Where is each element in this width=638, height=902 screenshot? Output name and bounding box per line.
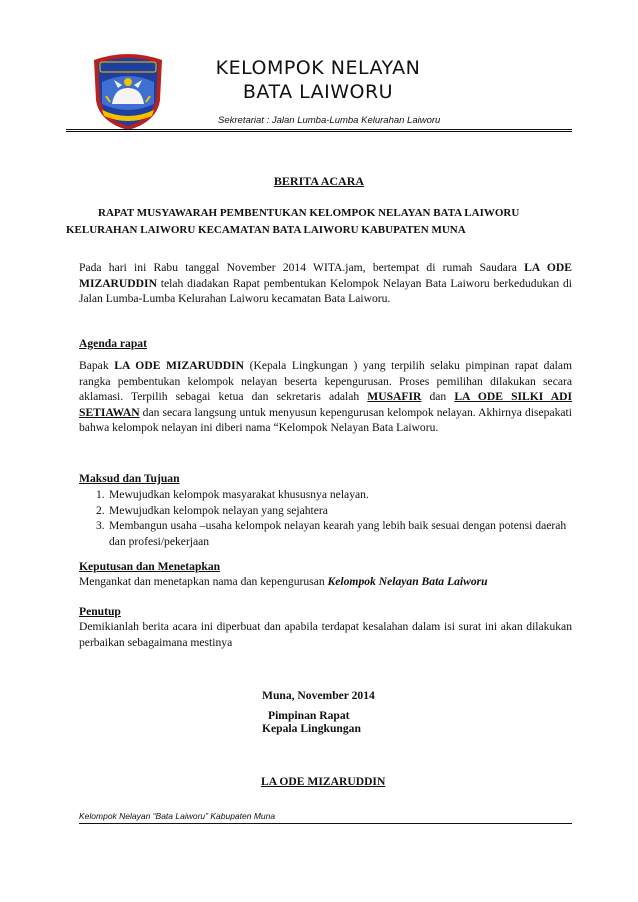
decision-paragraph: [79, 574, 572, 590]
agenda-text-part3: dan: [421, 390, 455, 403]
meeting-title: [66, 205, 572, 239]
list-item: [79, 518, 572, 549]
opening-text-part1: Pada hari ini Rabu tanggal November 2014 WITA.jam, bertempat di rumah Saudara: [79, 261, 525, 274]
agenda-text-part4: dan secara langsung untuk menyusun kepengurusan kelompok nelayan. Akhirnya disepakati bahwa kelompok nelayan ini diberi nama “Kelompok Nelayan Bata Laiworu.: [79, 405, 572, 434]
agenda-text-part2: (Kepala Lingkungan ) yang terpilih selaku pimpinan rapat dalam rangka pembentukan kelompok nelayan beserta kepengurusan. Proses pemilihan dilakukan secara aklamasi. Terpilih sebagai ketua dan sekretaris adalah: [79, 359, 572, 403]
organization-address: Sekretariat : Jalan Lumba-Lumba Kelurahan Laiworu: [218, 115, 441, 126]
signature-place-date: Muna, November 2014: [262, 689, 375, 702]
kabupaten-muna-logo-icon: [88, 52, 168, 132]
agenda-text-part1: Bapak: [79, 359, 115, 372]
list-item: [79, 487, 572, 503]
list-item-text: Mewujudkan kelompok masyarakat khususnya nelayan.: [109, 488, 369, 501]
chairman-name: MUSAFIR: [367, 390, 422, 403]
decision-text: Mengankat dan menetapkan nama dan kepengurusan: [79, 575, 328, 588]
organization-name-line2: BATA LAIWORU: [242, 81, 394, 103]
secretary-name: LA ODE SILKI ADI SETIAWAN: [79, 390, 572, 419]
signature-role-position: Kepala Lingkungan: [262, 722, 361, 735]
decision-heading: Keputusan dan Menetapkan: [79, 560, 221, 573]
signature-role-title: Pimpinan Rapat: [268, 709, 350, 722]
meeting-title-line2: KELURAHAN LAIWORU KECAMATAN BATA LAIWORU KABUPATEN MUNA: [66, 224, 466, 236]
agenda-paragraph: [79, 358, 572, 436]
list-item-text: Membangun usaha –usaha kelompok nelayan kearah yang lebih baik sesuai dengan potensi daerah dan profesi/pekerjaan: [109, 519, 567, 548]
list-item-number: 3.: [96, 519, 105, 532]
list-item: [79, 503, 572, 519]
footer-divider: [79, 823, 572, 824]
footer-text: Kelompok Nelayan “Bata Laiworu” Kabupaten Muna: [79, 811, 276, 821]
purpose-list: [79, 487, 572, 549]
header-divider-secondary: [66, 131, 572, 132]
organization-name-line1: KELOMPOK NELAYAN: [215, 57, 421, 79]
signature-name: LA ODE MIZARUDDIN: [261, 775, 386, 788]
opening-paragraph: [79, 260, 572, 307]
meeting-leader-name: LA ODE MIZARUDDIN: [114, 359, 244, 372]
purpose-heading: Maksud dan Tujuan: [79, 472, 180, 485]
list-item-number: 1.: [96, 488, 105, 501]
agenda-heading: Agenda rapat: [79, 337, 147, 350]
opening-text-part2: telah diadakan Rapat pembentukan Kelompok Nelayan Bata Laiworu berkedudukan di Jalan Lumba-Lumba Kelurahan Laiworu kecamatan Bata Laiworu.: [79, 276, 572, 305]
closing-paragraph: Demikianlah berita acara ini diperbuat dan apabila terdapat kesalahan dalam isi surat ini akan dilakukan perbaikan sebagaimana mestinya: [79, 620, 572, 649]
header-divider: [66, 129, 572, 130]
list-item-number: 2.: [96, 503, 105, 517]
closing-heading: Penutup: [79, 605, 121, 618]
host-name: LA ODE MIZARUDDIN: [79, 261, 572, 290]
meeting-title-line1: RAPAT MUSYAWARAH PEMBENTUKAN KELOMPOK NELAYAN BATA LAIWORU: [98, 207, 520, 219]
list-item-text: Mewujudkan kelompok nelayan yang sejahtera: [109, 503, 328, 517]
group-name: Kelompok Nelayan Bata Laiworu: [327, 575, 488, 588]
document-title: BERITA ACARA: [273, 174, 365, 188]
organization-title: [168, 56, 468, 104]
